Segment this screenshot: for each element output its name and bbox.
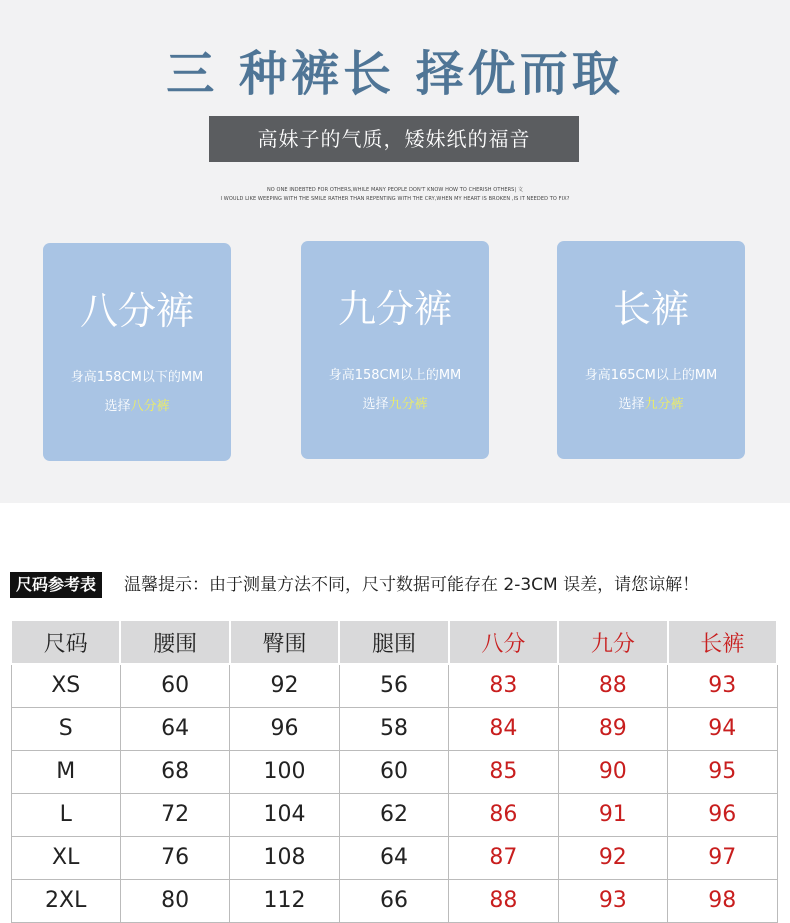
table-cell: 92 (230, 664, 339, 707)
card-choice-highlight: 九分裤 (388, 397, 428, 412)
header-cropped-length: 八分 (449, 620, 558, 664)
card-choice (301, 393, 489, 412)
table-cell: 58 (339, 707, 448, 750)
table-cell: 87 (449, 836, 558, 879)
table-cell: 88 (449, 879, 558, 922)
table-cell: 98 (668, 879, 777, 922)
table-cell: 60 (120, 664, 229, 707)
table-row (11, 664, 777, 707)
table-cell: 96 (668, 793, 777, 836)
table-cell: 66 (339, 879, 448, 922)
table-cell: 104 (230, 793, 339, 836)
card-title: 长裤 (612, 287, 689, 331)
table-cell: 88 (558, 664, 667, 707)
table-cell: 62 (339, 793, 448, 836)
subtitle-banner: 高妹子的气质，矮妹纸的福音 (209, 116, 579, 162)
card-height-desc: 身高158CM以上的MM (328, 368, 462, 383)
table-row (11, 707, 777, 750)
card-choice (43, 395, 231, 414)
card-height-desc: 身高158CM以下的MM (70, 370, 204, 385)
length-card-ninth (301, 241, 489, 459)
table-cell: 64 (339, 836, 448, 879)
tagline-line-1: NO ONE INDEBTED FOR OTHERS,WHILE MANY PEOPLE DON'T KNOW HOW TO CHERISH OTHERS| 文 (266, 187, 524, 193)
table-cell: 72 (120, 793, 229, 836)
table-cell: 97 (668, 836, 777, 879)
table-cell: 80 (120, 879, 229, 922)
card-choice-highlight: 九分裤 (644, 397, 684, 412)
card-height-desc: 身高165CM以上的MM (584, 368, 718, 383)
header-long-length: 长裤 (668, 620, 777, 664)
table-cell: 85 (449, 750, 558, 793)
size-table (10, 619, 778, 923)
size-chart-note: 温馨提示：由于测量方法不同，尺寸数据可能存在 2-3CM 误差，请您谅解！ (124, 575, 700, 595)
table-cell: 84 (449, 707, 558, 750)
header-size: 尺码 (11, 620, 120, 664)
table-cell: 112 (230, 879, 339, 922)
table-cell: 90 (558, 750, 667, 793)
header-waist: 腰围 (120, 620, 229, 664)
table-cell: 76 (120, 836, 229, 879)
table-cell: 95 (668, 750, 777, 793)
card-choice-prefix: 选择 (104, 399, 131, 414)
table-cell: 56 (339, 664, 448, 707)
table-cell: S (11, 707, 120, 750)
card-choice-prefix: 选择 (618, 397, 645, 412)
table-cell: 2XL (11, 879, 120, 922)
table-cell: 64 (120, 707, 229, 750)
table-cell: 108 (230, 836, 339, 879)
table-cell: 86 (449, 793, 558, 836)
header-ninth-length: 九分 (558, 620, 667, 664)
card-title: 八分裤 (79, 289, 194, 333)
table-cell: L (11, 793, 120, 836)
table-cell: 60 (339, 750, 448, 793)
table-header-row (11, 620, 777, 664)
table-cell: 93 (558, 879, 667, 922)
table-cell: XS (11, 664, 120, 707)
table-row (11, 793, 777, 836)
header-thigh: 腿围 (339, 620, 448, 664)
table-cell: 92 (558, 836, 667, 879)
table-row (11, 750, 777, 793)
table-cell: 94 (668, 707, 777, 750)
table-row (11, 836, 777, 879)
header-hip: 臀围 (230, 620, 339, 664)
card-choice-prefix: 选择 (362, 397, 389, 412)
card-choice-highlight: 八分裤 (130, 399, 170, 414)
table-cell: 83 (449, 664, 558, 707)
tagline-line-2: I WOULD LIKE WEEPING WITH THE SMILE RATHER THAN REPENTING WITH THE CRY,WHEN MY HEART IS BROKEN ,IS IT NEEDED TO FIX? (220, 196, 570, 202)
table-cell: 68 (120, 750, 229, 793)
table-cell: 93 (668, 664, 777, 707)
table-cell: 91 (558, 793, 667, 836)
card-choice (557, 393, 745, 412)
card-title: 九分裤 (337, 287, 452, 331)
size-chart-label: 尺码参考表 (10, 572, 102, 598)
table-cell: M (11, 750, 120, 793)
table-cell: 100 (230, 750, 339, 793)
length-card-cropped (43, 243, 231, 461)
table-cell: 89 (558, 707, 667, 750)
table-cell: 96 (230, 707, 339, 750)
table-cell: XL (11, 836, 120, 879)
page-title: 三 种裤长 择优而取 (166, 46, 624, 102)
length-card-long (557, 241, 745, 459)
table-row (11, 879, 777, 922)
